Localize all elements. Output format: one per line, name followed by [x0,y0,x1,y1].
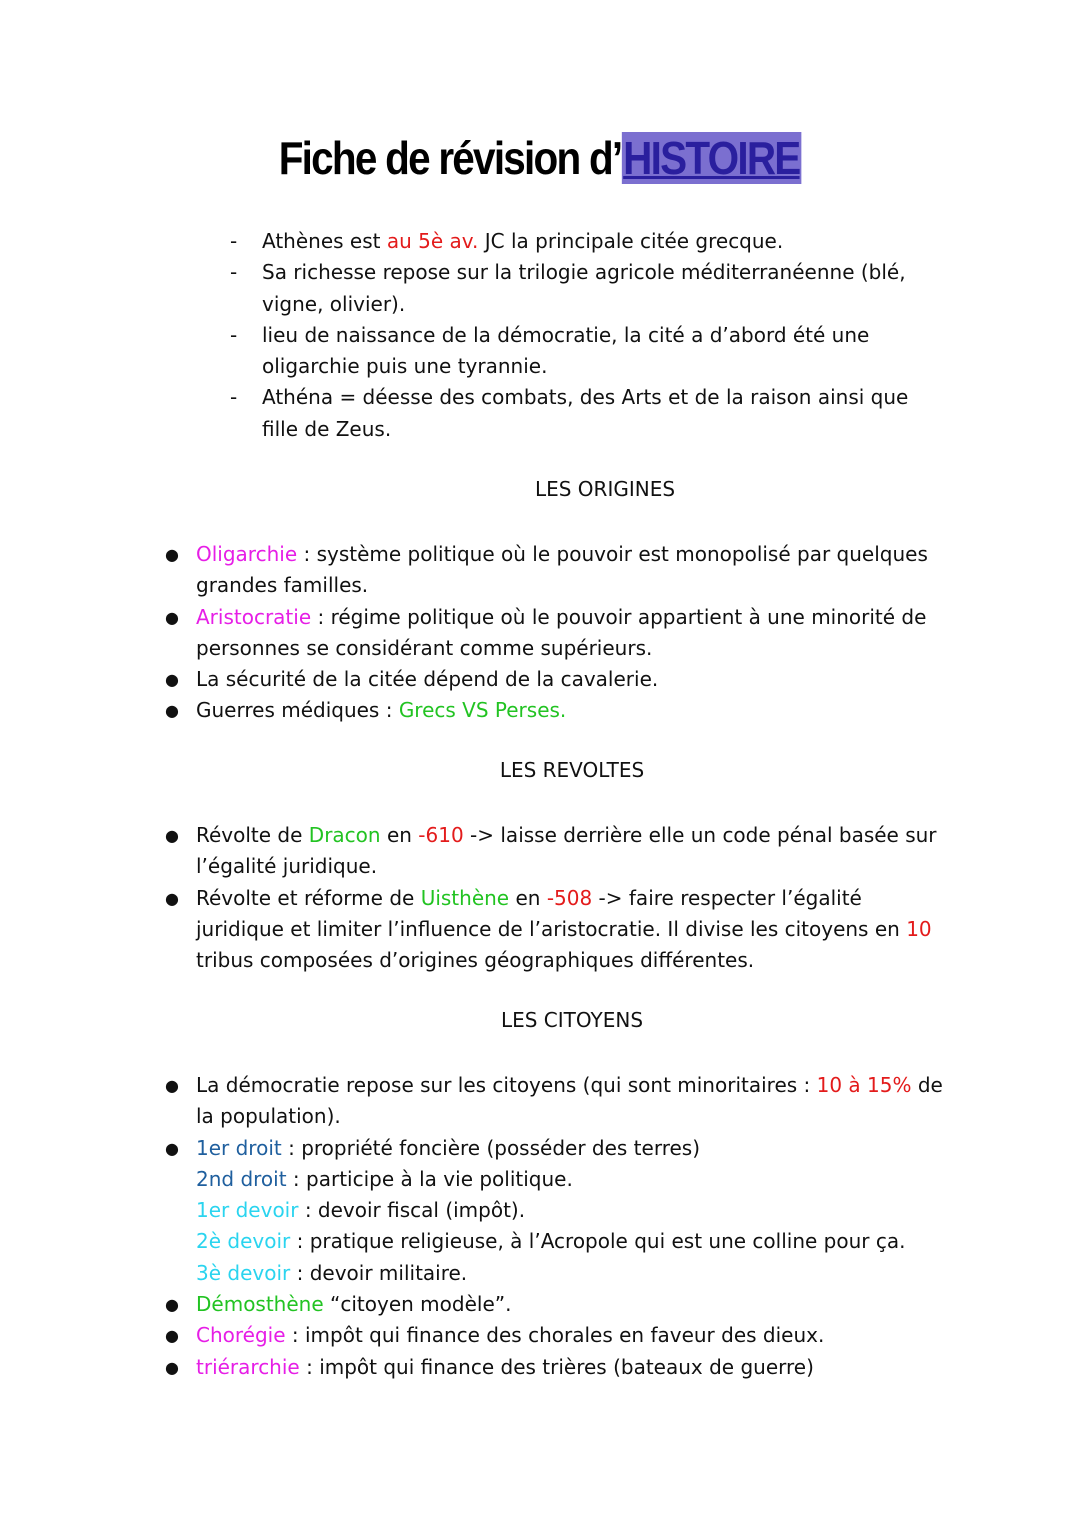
bullet-icon: ● [165,1076,179,1095]
page-title [65,130,1015,186]
section-heading-origines: LES ORIGINES [534,477,676,501]
bullet-icon: ● [165,888,179,908]
intro-item: - Sa richesse repose sur la trilogie agricole méditerranéenne (blé, vigne, olivier). [230,257,950,320]
list-item: ● Chorégie : impôt qui finance des chorales en faveur des dieux. [165,1320,955,1351]
intro-item: - Athènes est au 5è av. JC la principale citée grecque. [230,226,950,257]
list-item: ● Oligarchie : système politique où le pouvoir est monopolisé par quelques grandes familles. [165,539,955,602]
list-item: ● triérarchie : impôt qui finance des trières (bateaux de guerre) [165,1352,955,1383]
origines-list [165,539,955,727]
list-item-rights [165,1133,955,1289]
bullet-icon: ● [165,826,179,845]
citoyens-list [165,1070,955,1383]
list-item: ● Démosthène “citoyen modèle”. [165,1289,955,1320]
intro-item: - lieu de naissance de la démocratie, la cité a d’abord été une oligarchie puis une tyrannie. [230,320,950,383]
bullet-icon: ● [165,1326,179,1346]
section-heading-citoyens: LES CITOYENS [500,1008,644,1032]
duty-line: 2è devoir : pratique religieuse, à l’Acropole qui est une colline pour ça. [196,1229,906,1254]
bullet-icon: ● [165,670,179,690]
intro-list [230,226,950,445]
title-prefix: Fiche de révision d’ [278,132,622,184]
list-item: ● La sécurité de la citée dépend de la cavalerie. [165,664,955,695]
bullet-icon: ● [165,607,179,627]
list-item: ● Révolte et réforme de Uisthène en -508 -> faire respecter l’égalité juridique et limiter l’influence de l’aristocratie. Il divise les citoyens en 10 tribus composées d’origines géographiques différentes. [165,883,955,977]
list-item: ● Révolte de Dracon en -610 -> laisse derrière elle un code pénal basée sur l’égalité juridique. [165,820,955,883]
bullet-icon: ● [165,1138,179,1158]
list-item: ● La démocratie repose sur les citoyens (qui sont minoritaires : 10 à 15% de la population). [165,1070,955,1133]
bullet-icon: ● [165,701,179,721]
title-highlight: HISTOIRE [623,132,800,184]
bullet-icon: ● [165,545,179,564]
intro-item: - Athéna = déesse des combats, des Arts et de la raison ainsi que fille de Zeus. [230,382,950,445]
dash-marker: - [230,229,238,253]
duty-line: 3è devoir : devoir militaire. [196,1260,468,1285]
right-line: 1er droit : propriété foncière (posséder des terres) [196,1135,701,1160]
section-heading-revoltes: LES REVOLTES [499,758,645,782]
duty-line: 1er devoir : devoir fiscal (impôt). [196,1198,526,1223]
right-line: 2nd droit : participe à la vie politique. [196,1166,573,1191]
bullet-icon: ● [165,1357,179,1377]
dash-marker: - [230,385,238,410]
dash-marker: - [230,260,238,285]
dash-marker: - [230,322,238,347]
bullet-icon: ● [165,1295,179,1315]
revoltes-list [165,820,955,976]
list-item: ● Aristocratie : régime politique où le pouvoir appartient à une minorité de personnes se considérant comme supérieurs. [165,602,955,665]
list-item: ● Guerres médiques : Grecs VS Perses. [165,695,955,726]
